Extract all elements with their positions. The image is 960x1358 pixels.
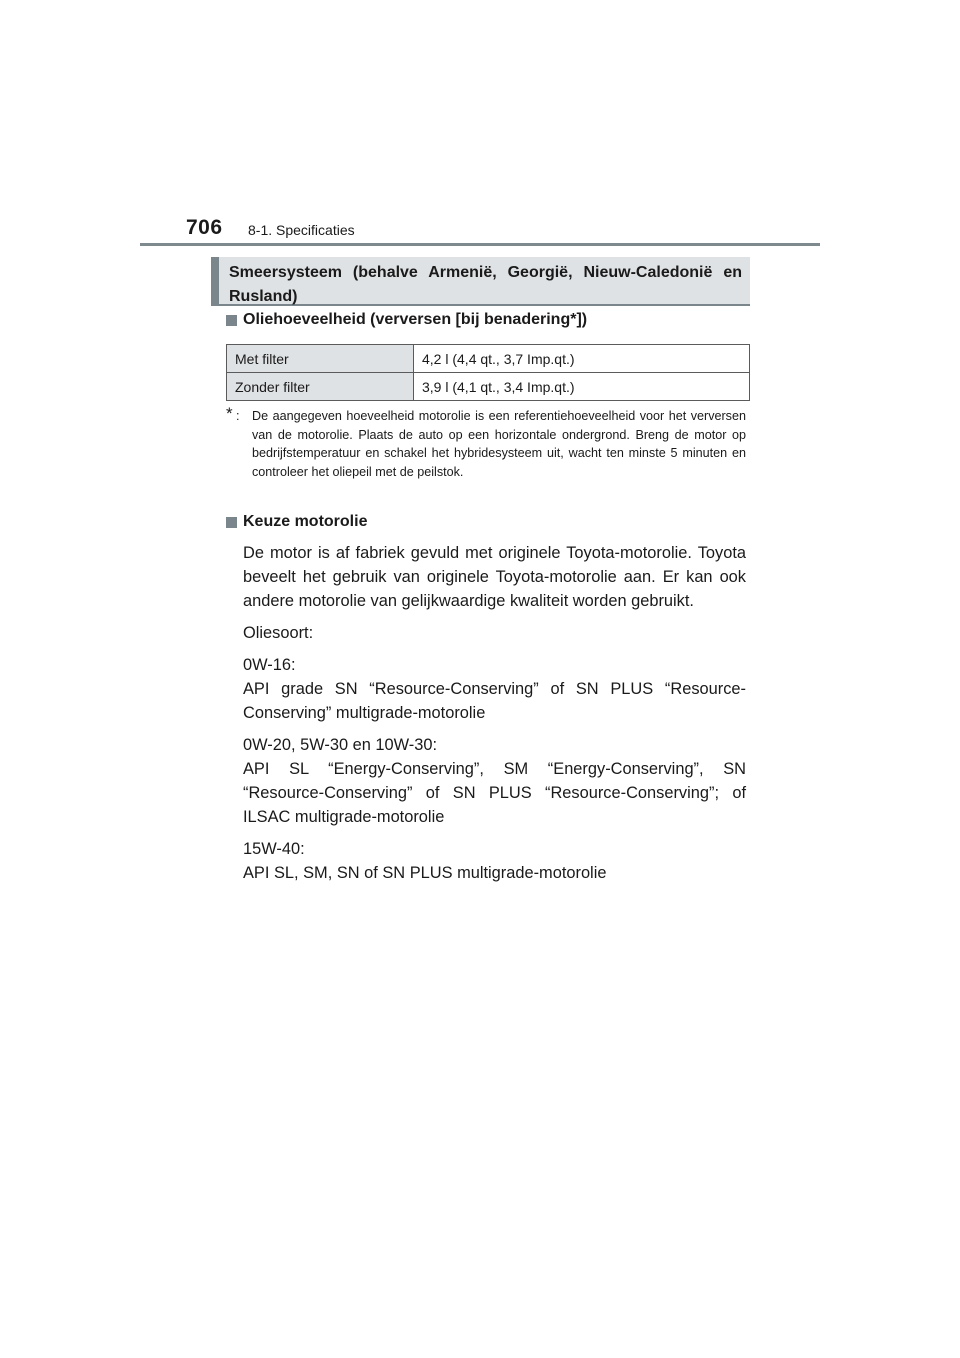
oil-quantity-table — [226, 344, 750, 401]
table-cell-label: Met filter — [227, 345, 414, 373]
table-cell-value: 3,9 l (4,1 qt., 3,4 Imp.qt.) — [414, 373, 750, 401]
grade-name: 0W-20, 5W-30 en 10W-30: — [243, 736, 438, 754]
section-heading: Smeersysteem (behalve Armenië, Georgië, Nieuw-Caledonië en Rusland) — [211, 257, 750, 306]
footnote-star: * — [226, 404, 233, 423]
grade-spec: API SL, SM, SN of SN PLUS multigrade-motorolie — [243, 864, 607, 882]
oil-choice-body — [243, 541, 746, 893]
oil-quantity-heading-end: ]) — [576, 311, 588, 328]
table-row — [227, 373, 750, 401]
section-title: 8-1. Specificaties — [248, 222, 355, 238]
table-cell-value: 4,2 l (4,4 qt., 3,7 Imp.qt.) — [414, 345, 750, 373]
footnote-text: De aangegeven hoeveelheid motorolie is een referentiehoeveelheid voor het verversen van de motorolie. Plaats de auto op een horizontale ondergrond. Breng de motor op bedrijfstemperatuur en schakel het hybridesysteem uit, wacht ten minste 5 minuten en controleer het oliepeil met de peilstok. — [252, 409, 746, 479]
grade-name: 0W-16: — [243, 656, 296, 674]
oil-quantity-heading: Oliehoeveelheid (verversen [bij benadering * ]) — [226, 311, 587, 329]
oil-type-label: Oliesoort: — [243, 624, 314, 642]
footnote — [226, 404, 746, 481]
bullet-square-icon — [226, 517, 237, 528]
footnote-colon: : — [236, 409, 240, 423]
grade-block — [243, 837, 746, 885]
oil-choice-heading-text: Keuze motorolie — [243, 513, 368, 530]
oil-choice-heading — [226, 513, 367, 531]
page-number: 706 — [186, 216, 223, 239]
grade-name: 15W-40: — [243, 840, 305, 858]
oil-quantity-heading-text: Oliehoeveelheid (verversen [bij benadering — [243, 311, 571, 328]
grade-block — [243, 733, 746, 829]
table-cell-label: Zonder filter — [227, 373, 414, 401]
grade-spec: API grade SN “Resource-Conserving” of SN PLUS “Resource-Conserving” multigrade-motorolie — [243, 680, 746, 722]
header-divider — [140, 243, 820, 246]
oil-choice-intro: De motor is af fabriek gevuld met originele Toyota-motorolie. Toyota beveelt het gebruik van originele Toyota-motorolie aan. Er kan ook andere motorolie van gelijkwaardige kwaliteit worden gebruikt. — [243, 544, 746, 610]
bullet-square-icon — [226, 315, 237, 326]
grade-block — [243, 653, 746, 725]
grade-spec: API SL “Energy-Conserving”, SM “Energy-Conserving”, SN “Resource-Conserving” of SN PLUS “Resource-Conserving”; of ILSAC multigrade-motorolie — [243, 760, 746, 826]
table-row — [227, 345, 750, 373]
